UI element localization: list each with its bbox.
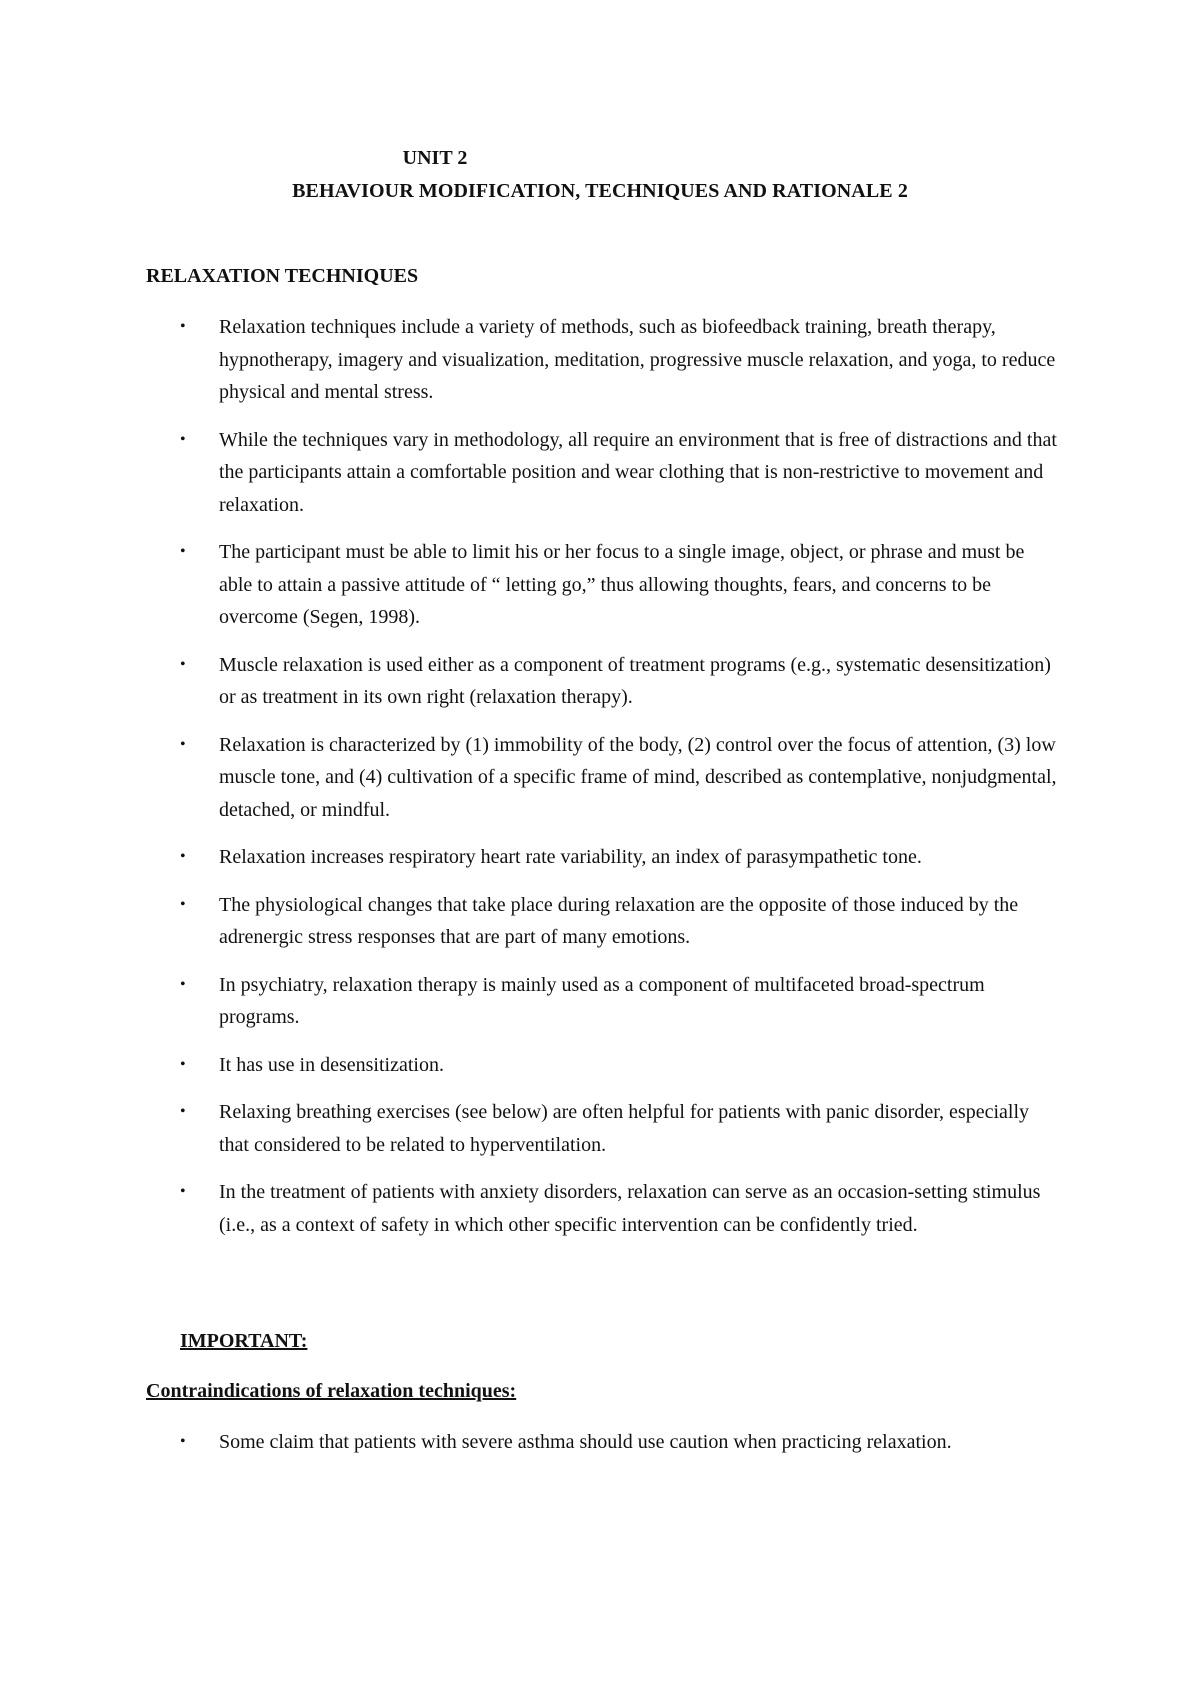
bullet-icon: •	[180, 430, 186, 448]
list-item-text: Relaxing breathing exercises (see below) are often helpful for patients with panic disorder, especially that considered to be related to hyperventilation.	[219, 1101, 1030, 1156]
list-item-text: Relaxation techniques include a variety of methods, such as biofeedback training, breath therapy, hypnotherapy, imagery and visualization, meditation, progressive muscle relaxation, and yoga, to reduce physical and mental stress.	[219, 316, 1056, 403]
list-item-text: The participant must be able to limit his or her focus to a single image, object, or phrase and must be able to attain a passive attitude of “ letting go,” thus allowing thoughts, fears, and concerns to be overcome (Segen, 1998).	[219, 541, 1025, 628]
list-item	[180, 969, 1060, 1034]
bullet-icon: •	[180, 975, 186, 993]
list-item-text: Relaxation increases respiratory heart rate variability, an index of parasympathetic tone.	[219, 846, 922, 868]
list-item-text: Some claim that patients with severe asthma should use caution when practicing relaxation.	[219, 1431, 952, 1453]
list-item-text: It has use in desensitization.	[219, 1053, 444, 1076]
unit-label: UNIT 2	[402, 147, 468, 169]
list-item-text: The physiological changes that take place during relaxation are the opposite of those induced by the adrenergic stress responses that are part of many emotions.	[219, 893, 1019, 948]
bullet-icon: •	[180, 1433, 186, 1450]
list-item	[180, 1426, 1060, 1459]
contraindications-heading: Contraindications of relaxation techniques:	[146, 1380, 517, 1402]
list-item	[180, 1176, 1060, 1241]
document-title: BEHAVIOUR MODIFICATION, TECHNIQUES AND RATIONALE 2	[292, 180, 908, 202]
bullet-icon: •	[180, 655, 186, 673]
bullet-icon: •	[180, 1183, 186, 1200]
contraindications-bullet-list	[180, 1426, 1060, 1474]
bullet-icon: •	[180, 895, 186, 913]
list-item	[180, 649, 1060, 714]
bullet-icon: •	[180, 1055, 186, 1073]
bullet-icon: •	[180, 318, 186, 335]
bullet-icon: •	[180, 848, 186, 865]
list-item	[180, 311, 1060, 409]
bullet-icon: •	[180, 1103, 186, 1120]
list-item	[180, 729, 1060, 827]
list-item	[180, 889, 1060, 954]
list-item-text: While the techniques vary in methodology, all require an environment that is free of distractions and that the participants attain a comfortable position and wear clothing that is non-restrictive to movement and relaxation.	[219, 428, 1057, 516]
list-item	[180, 536, 1060, 634]
list-item-text: In psychiatry, relaxation therapy is mainly used as a component of multifaceted broad-spectrum programs.	[219, 973, 985, 1028]
section-heading: RELAXATION TECHNIQUES	[146, 265, 419, 287]
bullet-icon: •	[180, 543, 186, 560]
list-item-text: Relaxation is characterized by (1) immobility of the body, (2) control over the focus of attention, (3) low muscle tone, and (4) cultivation of a specific frame of mind, described as contemplative, nonjudgmental, detached, or mindful.	[219, 733, 1057, 821]
list-item-text: In the treatment of patients with anxiety disorders, relaxation can serve as an occasion-setting stimulus (i.e., as a context of safety in which other specific intervention can be confidently tried.	[219, 1181, 1041, 1236]
list-item-text: Muscle relaxation is used either as a component of treatment programs (e.g., systematic desensitization) or as treatment in its own right (relaxation therapy).	[219, 653, 1051, 708]
list-item	[180, 1049, 1060, 1082]
list-item	[180, 424, 1060, 522]
important-label: IMPORTANT:	[180, 1330, 308, 1352]
bullet-icon: •	[180, 735, 186, 753]
list-item	[180, 1096, 1060, 1161]
relaxation-bullet-list	[180, 311, 1060, 1256]
list-item	[180, 841, 1060, 874]
